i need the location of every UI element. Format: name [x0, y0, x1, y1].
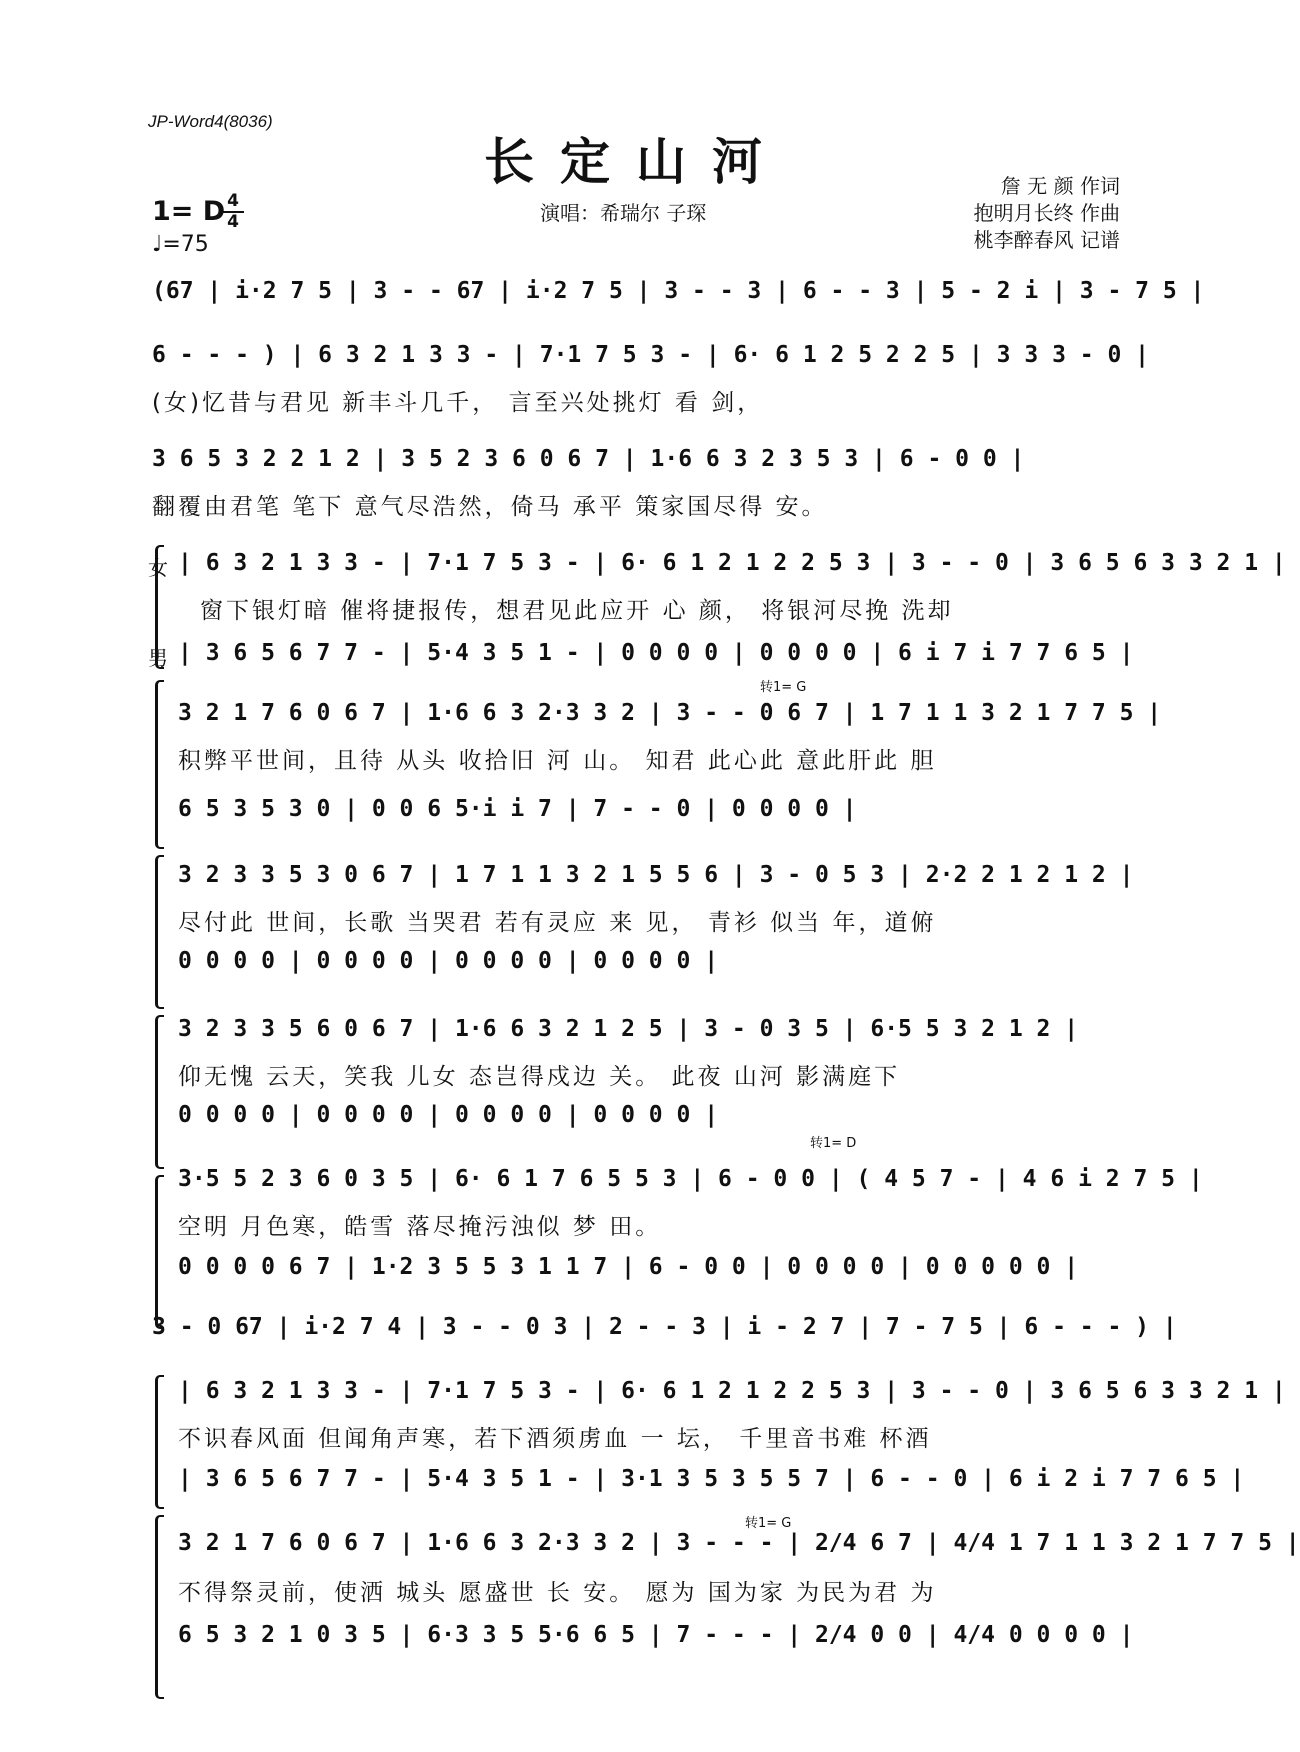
watermark-text: JP-Word4(8036) — [148, 112, 273, 131]
score-notes-line: 3 2 1 7 6 0 6 7 | 1·6 6 3 2·3 3 2 | 3 - - 0 6 7 | 1 7 1 1 3 2 1 7 7 5 | — [178, 700, 1162, 726]
time-signature — [222, 193, 244, 231]
key-change-marker: 转1= D — [810, 1136, 857, 1151]
staff-brace — [155, 1375, 164, 1509]
score-notes-line: 6 5 3 5 3 0 | 0 0 6 5·i i 7 | 7 - - 0 | 0 0 0 0 | — [178, 796, 857, 822]
time-signature-top: 4 — [227, 191, 239, 211]
lyrics-line: 窗下银灯暗 催将捷报传，想君见此应开 心 颜， 将银河尽挽 洗却 — [200, 598, 954, 624]
lyrics-line: 仰无愧 云天，笑我 儿女 态岂得戍边 关。 此夜 山河 影满庭下 — [178, 1064, 901, 1090]
score-notes-line: 0 0 0 0 | 0 0 0 0 | 0 0 0 0 | 0 0 0 0 | — [178, 1102, 719, 1128]
composer-credit: 抱明月长终 作曲 — [973, 201, 1120, 225]
score-notes-line: 6 - - - ) | 6 3 2 1 3 3 - | 7·1 7 5 3 - | 6· 6 1 2 5 2 2 5 | 3 3 3 - 0 | — [152, 342, 1149, 368]
lyrics-line: (女)忆昔与君见 新丰斗几千， 言至兴处挑灯 看 剑， — [152, 390, 764, 416]
score-notes-line: 0 0 0 0 | 0 0 0 0 | 0 0 0 0 | 0 0 0 0 | — [178, 948, 719, 974]
score-notes-line: 3 2 3 3 5 6 0 6 7 | 1·6 6 3 2 1 2 5 | 3 - 0 3 5 | 6·5 5 3 2 1 2 | — [178, 1016, 1079, 1042]
key-change-marker: 转1= G — [760, 680, 807, 695]
female-part-label: 女 — [148, 556, 168, 580]
lyrics-line: 不得祭灵前，使洒 城头 愿盛世 长 安。 愿为 国为家 为民为君 为 — [178, 1580, 937, 1606]
score-notes-line: | 3 6 5 6 7 7 - | 5·4 3 5 1 - | 0 0 0 0 | 0 0 0 0 | 6 i 7 i 7 7 6 5 | — [178, 640, 1134, 666]
lyrics-line: 不识春风面 但闻角声寒，若下酒须虏血 一 坛， 千里音书难 杯酒 — [178, 1426, 932, 1452]
singer-credit: 演唱：希瑞尔 子琛 — [540, 201, 707, 225]
key-signature: 1= D — [152, 196, 226, 227]
lyrics-line: 积弊平世间，且待 从头 收拾旧 河 山。 知君 此心此 意此肝此 胆 — [178, 748, 937, 774]
key-change-marker: 转1= G — [745, 1516, 792, 1531]
score-notes-line: (67 | i·2 7 5 | 3 - - 67 | i·2 7 5 | 3 - - 3 | 6 - - 3 | 5 - 2 i | 3 - 7 5 | — [152, 278, 1205, 304]
lyricist-credit: 詹 无 颜 作词 — [1000, 174, 1120, 198]
male-part-label: 男 — [148, 646, 168, 670]
staff-brace — [155, 680, 164, 849]
score-notes-line: | 3 6 5 6 7 7 - | 5·4 3 5 1 - | 3·1 3 5 3 5 5 7 | 6 - - 0 | 6 i 2 i 7 7 6 5 | — [178, 1466, 1245, 1492]
lyrics-line: 空明 月色寒，皓雪 落尽掩污浊似 梦 田。 — [178, 1214, 662, 1240]
time-signature-bottom: 4 — [227, 212, 239, 232]
transcriber-credit: 桃李醉春风 记谱 — [973, 228, 1120, 252]
song-title: 长定山河 — [484, 132, 788, 191]
score-notes-line: 3 6 5 3 2 2 1 2 | 3 5 2 3 6 0 6 7 | 1·6 6 3 2 3 5 3 | 6 - 0 0 | — [152, 446, 1025, 472]
lyrics-line: 尽付此 世间，长歌 当哭君 若有灵应 来 见， 青衫 似当 年，道俯 — [178, 910, 937, 936]
score-notes-line: | 6 3 2 1 3 3 - | 7·1 7 5 3 - | 6· 6 1 2 1 2 2 5 3 | 3 - - 0 | 3 6 5 6 3 3 2 1 | — [178, 550, 1286, 576]
score-notes-line: 3 2 1 7 6 0 6 7 | 1·6 6 3 2·3 3 2 | 3 - - - | 2/4 6 7 | 4/4 1 7 1 1 3 2 1 7 7 5 | — [178, 1530, 1300, 1556]
lyrics-line: 翻覆由君笔 笔下 意气尽浩然，倚马 承平 策家国尽得 安。 — [152, 494, 828, 520]
score-notes-line: 3 2 3 3 5 3 0 6 7 | 1 7 1 1 3 2 1 5 5 6 | 3 - 0 5 3 | 2·2 2 1 2 1 2 | — [178, 862, 1134, 888]
score-notes-line: | 6 3 2 1 3 3 - | 7·1 7 5 3 - | 6· 6 1 2 1 2 2 5 3 | 3 - - 0 | 3 6 5 6 3 3 2 1 | — [178, 1378, 1286, 1404]
score-notes-line: 3·5 5 2 3 6 0 3 5 | 6· 6 1 7 6 5 5 3 | 6 - 0 0 | ( 4 5 7 - | 4 6 i 2 7 5 | — [178, 1166, 1203, 1192]
score-notes-line: 6 5 3 2 1 0 3 5 | 6·3 3 5 5·6 6 5 | 7 - - - | 2/4 0 0 | 4/4 0 0 0 0 | — [178, 1622, 1134, 1648]
staff-brace — [155, 1175, 164, 1329]
tempo-marking: ♩=75 — [152, 232, 209, 257]
staff-brace — [155, 855, 164, 1009]
score-notes-line: 3 - 0 67 | i·2 7 4 | 3 - - 0 3 | 2 - - 3 | i - 2 7 | 7 - 7 5 | 6 - - - ) | — [152, 1314, 1177, 1340]
score-notes-line: 0 0 0 0 6 7 | 1·2 3 5 5 3 1 1 7 | 6 - 0 0 | 0 0 0 0 | 0 0 0 0 0 | — [178, 1254, 1079, 1280]
staff-brace — [155, 1515, 164, 1699]
staff-brace — [155, 1015, 164, 1169]
